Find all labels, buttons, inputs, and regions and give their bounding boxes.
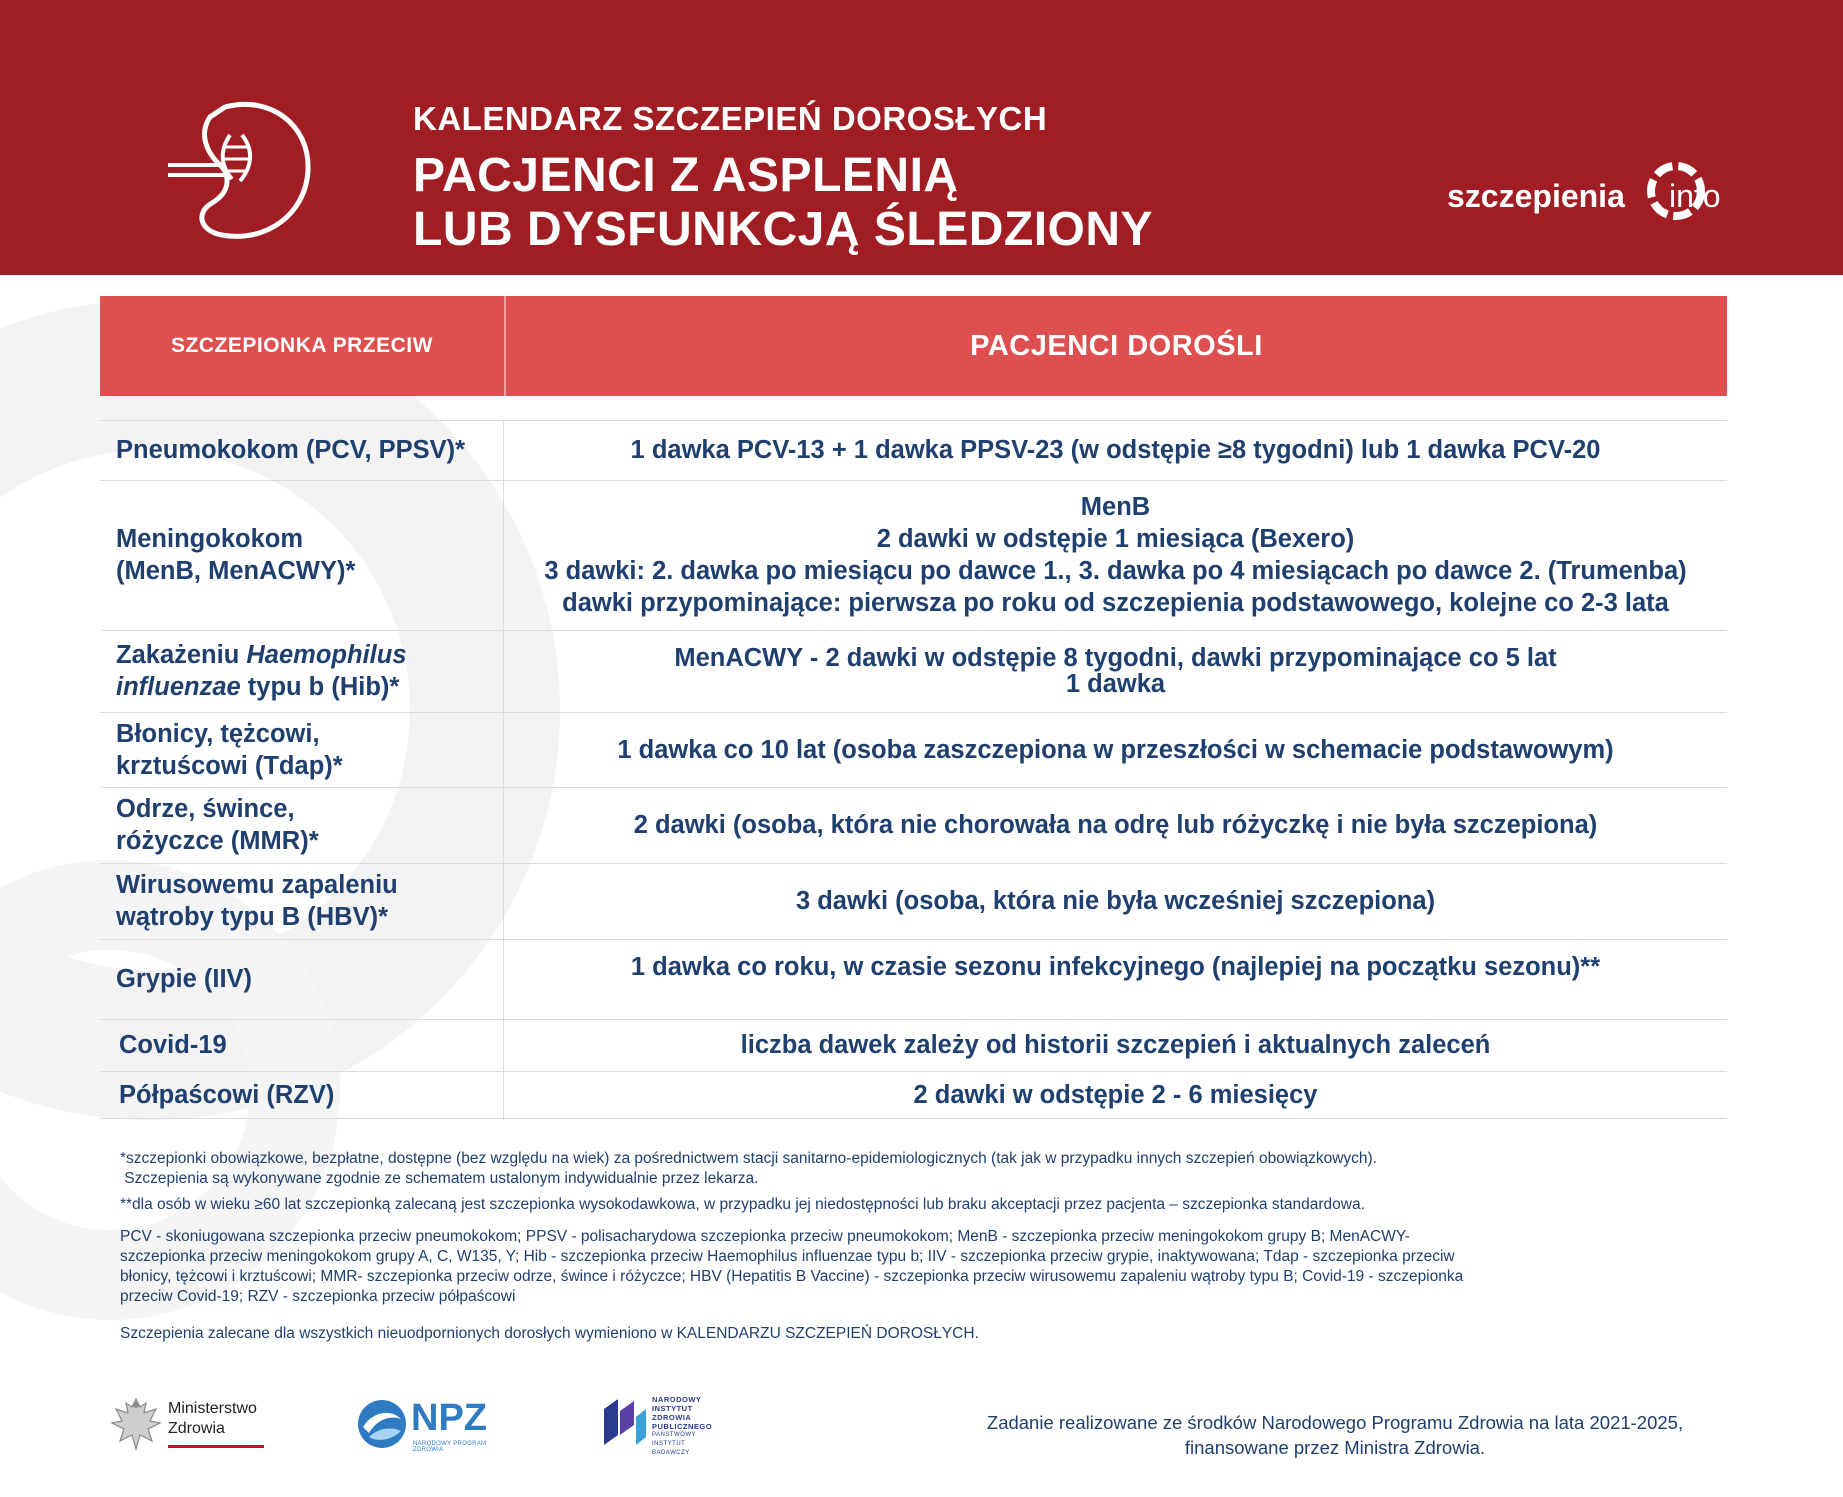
dose-cell: 1 dawka co roku, w czasie sezonu infekcyjnego (najlepiej na początku sezonu)** — [630, 953, 1601, 981]
table-row-pneumococcus — [100, 420, 1727, 480]
footnote-adult-calendar: Szczepienia zalecane dla wszystkich nieuodpornionych dorosłych wymieniono w KALENDARZU SZCZEPIEŃ DOROSŁYCH. — [120, 1325, 979, 1342]
vaccine-cell: Półpaścowi (RZV) — [119, 1080, 335, 1109]
dose-cell: 1 dawka PCV-13 + 1 dawka PPSV-23 (w odstępie ≥8 tygodni) lub 1 dawka PCV-20 — [630, 436, 1601, 464]
vaccine-cell: Covid-19 — [119, 1031, 227, 1059]
table-row-hib — [100, 630, 1727, 712]
header-title-line1: PACJENCI Z ASPLENIĄ — [413, 149, 959, 202]
vaccine-cell: Grypie (IIV) — [116, 965, 253, 993]
logo-text-szczepienia: szczepienia — [1447, 178, 1625, 214]
ministerstwo-zdrowia-logo[interactable]: Ministerstwo Zdrowia — [110, 1395, 265, 1455]
dose-cell: 1 dawka co 10 lat (osoba zaszczepiona w przeszłości w schemacie podstawowym) — [617, 735, 1614, 764]
eagle-emblem-icon — [110, 1395, 162, 1453]
dose-cell: MenACWY - 2 dawki w odstępie 8 tygodni, dawki przypominające co 5 lat 1 dawka — [674, 644, 1557, 698]
table-row-hbv — [100, 863, 1727, 939]
column-header-patients: PACJENCI DOROŚLI — [970, 329, 1263, 362]
npz-swoosh-icon — [355, 1397, 409, 1451]
nizp-emblem-icon — [600, 1395, 648, 1449]
header-title-line2: LUB DYSFUNKCJĄ ŚLEDZIONY — [413, 203, 1154, 256]
ministerstwo-red-line — [168, 1445, 264, 1448]
footnote-abbreviations: PCV - skoniugowana szczepionka przeciw pneumokokom; PPSV - polisacharydowa szczepionka przeciw pneumokokom; MenB - szczepionka przeciw meningokokom grupy B; MenACWY- szczepionka przeciw meningokokom grupy A, C, W135, Y; Hib - szczepionka przeciw Haemophilus influenzae typu b; IIV - szczepionka przeciw grypie, inaktywowana; Tdap - szczepionka przeciw błonicy, tężcowi i krztuścowi; MMR- szczepionka przeciw odrze, śwince i różyczce; HBV (Hepatitis B Vaccine) - szczepionka przeciw wirusowemu zapaleniu wątroby typu B; Covid-19 - szczepionka przeciw Covid-19; RZV - szczepionka przeciw półpaścowi — [120, 1228, 1464, 1305]
table-row-tdap — [100, 712, 1727, 787]
table-row-covid — [100, 1019, 1727, 1071]
table-header — [100, 296, 1727, 396]
vaccine-cell: Zakażeniu Haemophilus influenzae typu b (Hib)* — [116, 641, 407, 701]
vaccine-cell: Wirusowemu zapaleniu wątroby typu B (HBV)* — [116, 871, 398, 931]
vaccine-cell: Błonicy, tężcowi, krztuścowi (Tdap)* — [116, 719, 343, 780]
header-subtitle: KALENDARZ SZCZEPIEŃ DOROSŁYCH — [413, 100, 1048, 137]
npz-logo[interactable]: NPZ NARODOWY PROGRAM ZDROWIA — [355, 1395, 505, 1455]
row-divider — [100, 1118, 1727, 1119]
dose-cell: liczba dawek zależy od historii szczepień i aktualnych zaleceń — [740, 1031, 1491, 1059]
header-banner — [0, 0, 1843, 275]
table-row-mmr — [100, 787, 1727, 863]
table-row-influenza — [100, 939, 1727, 1019]
nizp-logo[interactable]: NARODOWY INSTYTUT ZDROWIA PUBLICZNEGO PAŃSTWOWY INSTYTUT BADAWCZY — [600, 1393, 730, 1453]
column-header-vaccine: SZCZEPIONKA PRZECIW — [171, 334, 433, 357]
dose-cell: 2 dawki (osoba, która nie chorowała na odrę lub różyczkę i nie była szczepiona) — [633, 811, 1598, 839]
logo-text-info: info — [1669, 178, 1721, 214]
table-row-rzv — [100, 1071, 1727, 1118]
vaccine-cell: Odrze, śwince, różyczce (MMR)* — [116, 795, 319, 855]
vaccine-cell: Meningokokom (MenB, MenACWY)* — [116, 525, 356, 585]
spleen-icon — [160, 95, 320, 245]
footnote-high-dose: **dla osób w wieku ≥60 lat szczepionką zalecaną jest szczepionka wysokodawkowa, w przypadku jej niedostępności lub braku akceptacji przez pacjenta – szczepionka standardowa. — [120, 1196, 1365, 1213]
dose-cell: MenB 2 dawki w odstępie 1 miesiąca (Bexero) 3 dawki: 2. dawka po miesiącu po dawce 1., 3. dawka po 4 miesiącach po dawce 2. (Trumenba) dawki przypominające: pierwsza po roku od szczepienia podstawowego, kolejne co 2-3 lata — [544, 493, 1687, 617]
funding-note: Zadanie realizowane ze środków Narodowego Programu Zdrowia na lata 2021-2025, finansowane przez Ministra Zdrowia. — [986, 1412, 1684, 1458]
footnote-mandatory: *szczepionki obowiązkowe, bezpłatne, dostępne (bez względu na wiek) za pośrednictwem stacji sanitarno-epidemiologicznych (tak jak w przypadku innych szczepień obowiązkowych). Szczepienia są wykonywane zgodnie ze schematem ustalonym indywidualnie przez lekarza. — [120, 1150, 1377, 1187]
vaccine-cell: Pneumokokom (PCV, PPSV)* — [116, 436, 466, 464]
dose-cell: 3 dawki (osoba, która nie była wcześniej szczepiona) — [795, 887, 1436, 915]
table-row-meningococcus — [100, 480, 1727, 630]
dose-cell: 2 dawki w odstępie 2 - 6 miesięcy — [913, 1080, 1318, 1109]
